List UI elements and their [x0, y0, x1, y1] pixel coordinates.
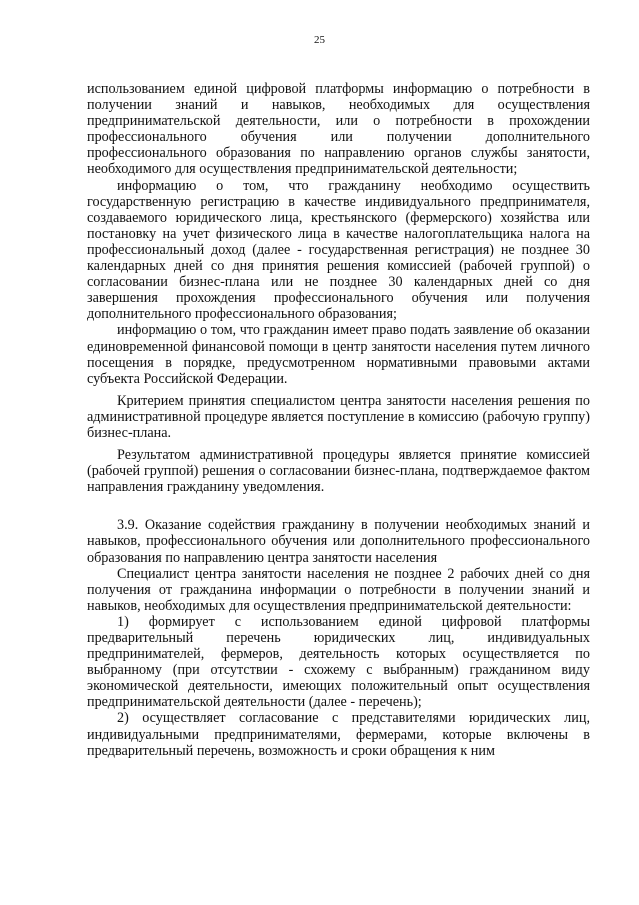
paragraph-result: Результатом административной процедуры является принятие комиссией (рабочей группой) решения о согласовании бизнес-плана, подтверждаемое фактом направления гражданину уведомления.	[87, 447, 590, 496]
list-item-2: 2) осуществляет согласование с представителями юридических лиц, индивидуальными предпринимателями, фермерами, которые включены в предварительный перечень, возможность и сроки обращения к ним	[87, 710, 590, 759]
paragraph-financial-aid-info: информацию о том, что гражданин имеет право подать заявление об оказании единовременной финансовой помощи в центр занятости населения путем личного посещения в порядке, предусмотренном нормативными правовыми актами субъекта Российской Федерации.	[87, 322, 590, 387]
document-body	[87, 81, 590, 759]
section-heading-3-9: 3.9. Оказание содействия гражданину в получении необходимых знаний и навыков, профессионального обучения или дополнительного профессионального образования по направлению центра занятости населения	[87, 517, 590, 566]
paragraph-registration-info: информацию о том, что гражданину необходимо осуществить государственную регистрацию в качестве индивидуального предпринимателя, создаваемого юридического лица, крестьянского (фермерского) хозяйства или постановку на учет физического лица в качестве налогоплательщика налога на профессиональный доход (далее - государственная регистрация) не позднее 30 календарных дней со дня принятия решения комиссией (рабочей группой) о согласовании бизнес-плана или не позднее 30 календарных дней со дня завершения прохождения профессионального обучения или получения дополнительного профессионального образования;	[87, 177, 590, 323]
paragraph-continuation: использованием единой цифровой платформы информацию о потребности в получении знаний и навыков, необходимых для осуществления предпринимательской деятельности, или о потребности в прохождении профессионального обучения или получении дополнительного профессионального образования по направлению органов службы занятости, необходимого для осуществления предпринимательской деятельности;	[87, 81, 590, 178]
paragraph-criterion: Критерием принятия специалистом центра занятости населения решения по административной процедуре является поступление в комиссию (рабочую группу) бизнес-плана.	[87, 392, 590, 441]
page-number: 25	[314, 34, 325, 46]
list-item-1: 1) формирует с использованием единой цифровой платформы предварительный перечень юридических лиц, индивидуальных предпринимателей, фермеров, деятельность которых осуществляется по выбранному (при отсутствии - схожему с выбранным) гражданином виду экономической деятельности, имеющих положительный опыт осуществления предпринимательской деятельности (далее - перечень);	[87, 613, 590, 711]
paragraph-specialist-duties: Специалист центра занятости населения не позднее 2 рабочих дней со дня получения от гражданина информации о потребности в получении знаний и навыков, необходимых для осуществления предпринимательской деятельности:	[87, 565, 590, 614]
